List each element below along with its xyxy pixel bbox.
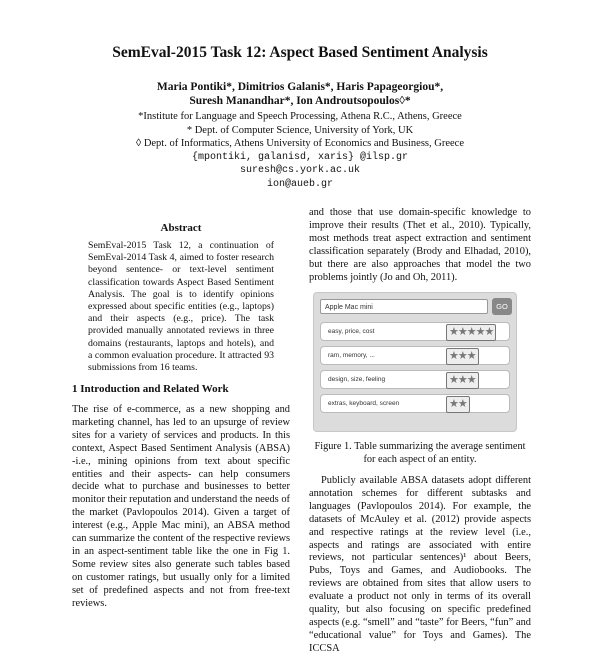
aspect-label: ram, memory, ...	[328, 352, 375, 359]
authors-line-2: Suresh Manandhar*, Ion Androutsopoulos◊*	[189, 95, 411, 107]
aspect-row	[320, 370, 510, 389]
affiliation-1: *Institute for Language and Speech Processing, Athena R.C., Athens, Greece	[138, 111, 462, 122]
go-button[interactable]: GO	[492, 298, 512, 315]
aspect-label: design, size, feeling	[328, 376, 386, 383]
abstract-heading: Abstract	[160, 222, 202, 234]
paragraph: Publicly available ABSA datasets adopt different annotation schemes for different subtasks and languages (Pavlopoulos 2014). For example, the datasets of McAuley et al. (2012) provide aspects and respective ratings at the review level (i.e., aspects and ratings are associated with entire reviews, not particular sentences)¹ about Beers, Pubs, Toys and Games, and Audiobooks. The reviews are obtained from sites that allow users to evaluate a product not only in terms of its overall quality, but also focusing on specific predefined aspects (e.g. “smell” and “taste” for Beers, “fun” and “educational value” for Toys and Games). The ICCSA	[309, 475, 531, 654]
affiliations	[0, 110, 600, 191]
affiliation-3: ◊ Dept. of Informatics, Athens University of Economics and Business, Greece	[136, 138, 464, 149]
figure-1-caption: Figure 1. Table summarizing the average sentiment for each aspect of an entity.	[314, 441, 526, 465]
star-rating-icon: ★★★	[446, 372, 479, 389]
email-3: ion@aueb.gr	[266, 178, 333, 190]
star-rating-icon: ★★★	[446, 348, 479, 365]
section-1-text: The rise of e-commerce, as a new shopping and marketing channel, has led to an upsurge of review sites for a variety of services and products. In this context, Aspect Based Sentiment Analysis (ABSA) -i.e., mining opinions from text about specific entities and their aspects- can help consumers decide what to purchase and businesses to better monitor their reputation and understand the needs of the market (Pavlopoulos 2014). Given a target of interest (e.g., Apple Mac mini), an ABSA method can summarize the content of the respective reviews in an aspect-sentiment table like the one in Fig 1. Some review sites also generate such tables based on customer ratings, but usually only for a limited set of predefined aspects and not from free-text reviews.	[72, 404, 290, 609]
authors-line-1: Maria Pontiki*, Dimitrios Galanis*, Haris Papageorgiou*,	[156, 81, 444, 93]
affiliation-2: * Dept. of Computer Science, University of York, UK	[186, 124, 414, 136]
aspect-label: extras, keyboard, screen	[328, 400, 400, 407]
star-rating-icon: ★★★★★	[446, 324, 496, 341]
section-1-heading: 1 Introduction and Related Work	[72, 383, 229, 395]
aspect-label: easy, price, cost	[328, 328, 375, 335]
aspect-row	[320, 346, 510, 365]
right-column-paragraph-1: and those that use domain-specific knowledge to improve their results (Thet et al., 2010). Typically, most methods treat aspect extraction and sentiment classification separately (Brody and Elhadad, 2010), but there are also approaches that model the two problems jointly (Jo and Oh, 2011).	[309, 207, 531, 283]
aspect-row	[320, 322, 510, 341]
star-rating-icon: ★★	[446, 396, 470, 413]
right-column-paragraph-2	[309, 475, 531, 656]
authors	[0, 80, 600, 108]
aspect-row	[320, 394, 510, 413]
figure-1-widget	[313, 292, 517, 432]
paper-title: SemEval-2015 Task 12: Aspect Based Sentiment Analysis	[112, 44, 488, 61]
search-input[interactable]: Apple Mac mini	[320, 299, 488, 314]
email-2: suresh@cs.york.ac.uk	[239, 165, 361, 176]
email-1: {mpontiki, galanisd, xaris} @ilsp.gr	[191, 151, 409, 163]
abstract-text: SemEval-2015 Task 12, a continuation of SemEval-2014 Task 4, aimed to foster research beyond sentence- or text-level sentiment classification towards Aspect Based Sentiment Analysis. The goal is to identify opinions expressed about specific entities (e.g., laptops) and their aspects (e.g., price). The task provided manually annotated reviews in three domains (restaurants, laptops and hotels), and a common evaluation procedure. It attracted 93 submissions from 16 teams.	[88, 240, 274, 374]
